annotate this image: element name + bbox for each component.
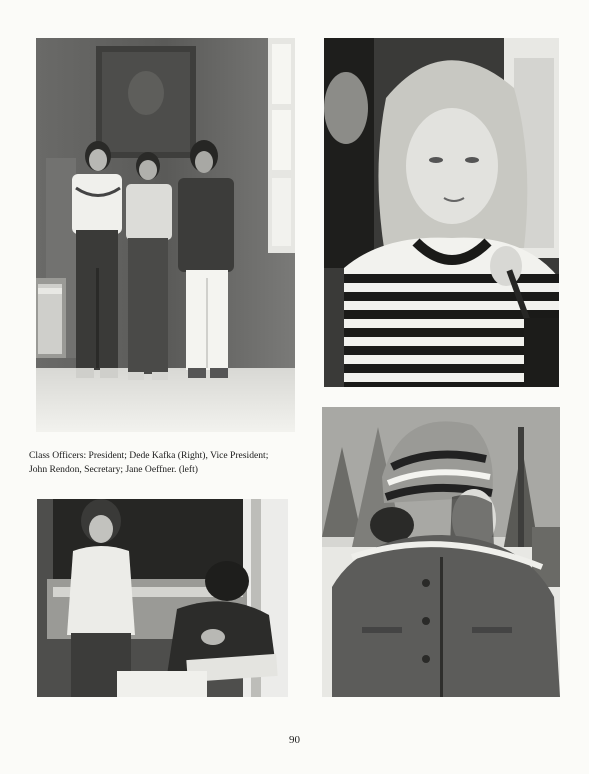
page-number: 90: [289, 734, 300, 746]
photo-girl-striped-shirt-image: [324, 38, 559, 387]
photo-classroom-image: [37, 499, 288, 697]
photo-caption: [29, 449, 307, 477]
photo-boy-beanie-image: [322, 407, 560, 697]
photo-class-officers-image: [36, 38, 295, 432]
caption-line-1: Class Officers: President; Dede Kafka (Right), Vice President;: [29, 450, 269, 461]
caption-line-2: John Rendon, Secretary; Jane Oeffner. (left): [29, 464, 198, 475]
photo-girl-striped-shirt: [324, 38, 559, 387]
photo-classroom: [37, 499, 288, 697]
photo-boy-beanie: [322, 407, 560, 697]
photo-class-officers: [36, 38, 295, 432]
